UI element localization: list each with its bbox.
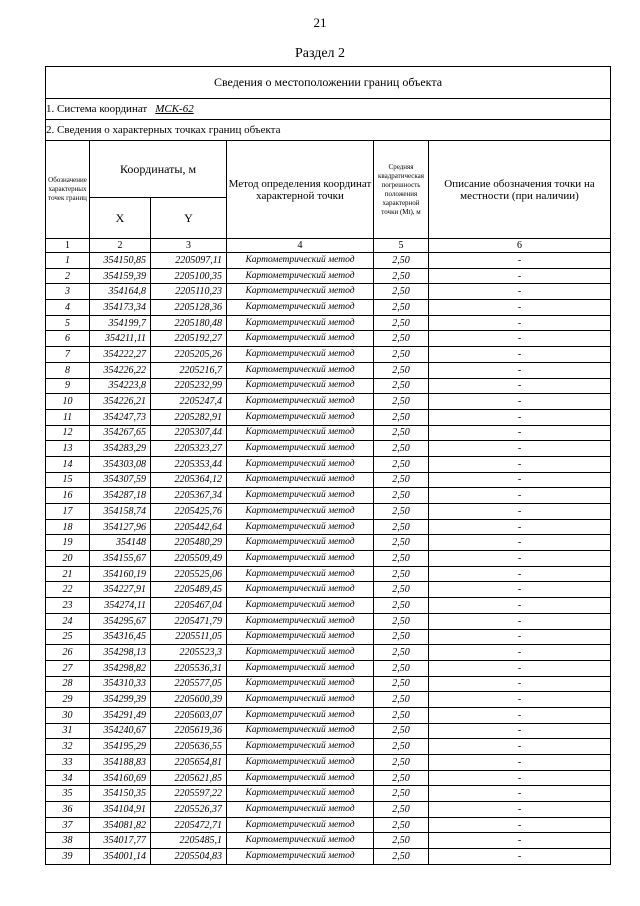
description-cell: -	[429, 660, 611, 676]
point-number: 30	[46, 707, 90, 723]
column-number: 5	[374, 239, 429, 253]
coord-x: 354303,08	[90, 456, 151, 472]
boundary-points-table	[45, 66, 611, 865]
accuracy-cell: 2,50	[374, 409, 429, 425]
description-cell: -	[429, 786, 611, 802]
table-row	[46, 833, 611, 849]
method-cell: Картометрический метод	[227, 755, 374, 771]
accuracy-cell: 2,50	[374, 833, 429, 849]
point-number: 18	[46, 519, 90, 535]
coord-y: 2205216,7	[151, 362, 227, 378]
point-number: 9	[46, 378, 90, 394]
method-cell: Картометрический метод	[227, 472, 374, 488]
method-cell: Картометрический метод	[227, 504, 374, 520]
table-row	[46, 331, 611, 347]
method-cell: Картометрический метод	[227, 551, 374, 567]
page-number: 21	[313, 15, 327, 30]
coord-y: 2205600,39	[151, 692, 227, 708]
accuracy-cell: 2,50	[374, 613, 429, 629]
coord-x: 354287,18	[90, 488, 151, 504]
accuracy-cell: 2,50	[374, 551, 429, 567]
method-cell: Картометрический метод	[227, 739, 374, 755]
point-number: 33	[46, 755, 90, 771]
method-cell: Картометрический метод	[227, 645, 374, 661]
description-cell: -	[429, 409, 611, 425]
accuracy-cell: 2,50	[374, 268, 429, 284]
table-row	[46, 692, 611, 708]
coord-y: 2205097,11	[151, 253, 227, 269]
table-row	[46, 566, 611, 582]
method-cell: Картометрический метод	[227, 660, 374, 676]
table-row	[46, 284, 611, 300]
method-cell: Картометрический метод	[227, 284, 374, 300]
coord-y: 2205307,44	[151, 425, 227, 441]
accuracy-cell: 2,50	[374, 378, 429, 394]
description-cell: -	[429, 441, 611, 457]
point-number: 11	[46, 409, 90, 425]
point-number: 26	[46, 645, 90, 661]
coord-y: 2205282,91	[151, 409, 227, 425]
header-description: Описание обозначения точки на местности (при наличии)	[429, 141, 611, 239]
coord-x: 354223,8	[90, 378, 151, 394]
coord-x: 354310,33	[90, 676, 151, 692]
point-number: 1	[46, 253, 90, 269]
method-cell: Картометрический метод	[227, 331, 374, 347]
method-cell: Картометрический метод	[227, 676, 374, 692]
method-cell: Картометрический метод	[227, 566, 374, 582]
table-row	[46, 425, 611, 441]
point-number: 13	[46, 441, 90, 457]
description-cell: -	[429, 362, 611, 378]
coord-x: 354283,29	[90, 441, 151, 457]
method-cell: Картометрический метод	[227, 535, 374, 551]
coord-x: 354307,59	[90, 472, 151, 488]
accuracy-cell: 2,50	[374, 284, 429, 300]
description-cell: -	[429, 488, 611, 504]
coord-y: 2205603,07	[151, 707, 227, 723]
point-number: 39	[46, 849, 90, 865]
point-number: 10	[46, 394, 90, 410]
accuracy-cell: 2,50	[374, 676, 429, 692]
description-cell: -	[429, 629, 611, 645]
accuracy-cell: 2,50	[374, 441, 429, 457]
crs-label: 1. Система координат	[46, 103, 148, 115]
table-row	[46, 849, 611, 865]
coord-x: 354274,11	[90, 598, 151, 614]
point-number: 8	[46, 362, 90, 378]
method-cell: Картометрический метод	[227, 770, 374, 786]
method-cell: Картометрический метод	[227, 488, 374, 504]
method-cell: Картометрический метод	[227, 347, 374, 363]
description-cell: -	[429, 315, 611, 331]
accuracy-cell: 2,50	[374, 598, 429, 614]
point-number: 27	[46, 660, 90, 676]
description-cell: -	[429, 347, 611, 363]
table-row	[46, 582, 611, 598]
method-cell: Картометрический метод	[227, 707, 374, 723]
coord-y: 2205367,34	[151, 488, 227, 504]
coord-y: 2205619,36	[151, 723, 227, 739]
point-number: 19	[46, 535, 90, 551]
table-title: Сведения о местоположении границ объекта	[46, 67, 611, 99]
coord-x: 354173,34	[90, 300, 151, 316]
coord-x: 354240,67	[90, 723, 151, 739]
method-cell: Картометрический метод	[227, 268, 374, 284]
accuracy-cell: 2,50	[374, 362, 429, 378]
column-number: 2	[90, 239, 151, 253]
table-row	[46, 770, 611, 786]
coord-y: 2205621,85	[151, 770, 227, 786]
description-cell: -	[429, 566, 611, 582]
coord-x: 354226,22	[90, 362, 151, 378]
coord-y: 2205472,71	[151, 817, 227, 833]
method-cell: Картометрический метод	[227, 582, 374, 598]
point-number: 25	[46, 629, 90, 645]
table-row	[46, 676, 611, 692]
accuracy-cell: 2,50	[374, 849, 429, 865]
header-point-designation: Обозначение характерных точек границ	[46, 141, 90, 239]
accuracy-cell: 2,50	[374, 425, 429, 441]
coord-x: 354081,82	[90, 817, 151, 833]
coord-y: 2205205,26	[151, 347, 227, 363]
accuracy-cell: 2,50	[374, 645, 429, 661]
table-row	[46, 253, 611, 269]
crs-value: МСК-62	[155, 103, 194, 115]
method-cell: Картометрический метод	[227, 394, 374, 410]
method-cell: Картометрический метод	[227, 378, 374, 394]
description-cell: -	[429, 394, 611, 410]
coord-x: 354160,19	[90, 566, 151, 582]
method-cell: Картометрический метод	[227, 802, 374, 818]
accuracy-cell: 2,50	[374, 786, 429, 802]
coord-y: 2205577,05	[151, 676, 227, 692]
method-cell: Картометрический метод	[227, 849, 374, 865]
point-number: 3	[46, 284, 90, 300]
description-cell: -	[429, 770, 611, 786]
description-cell: -	[429, 692, 611, 708]
coord-y: 2205523,3	[151, 645, 227, 661]
description-cell: -	[429, 849, 611, 865]
coord-y: 2205192,27	[151, 331, 227, 347]
coord-x: 354299,39	[90, 692, 151, 708]
coord-y: 2205232,99	[151, 378, 227, 394]
point-number: 6	[46, 331, 90, 347]
header-coordinates: Координаты, м	[90, 141, 227, 198]
coord-y: 2205485,1	[151, 833, 227, 849]
description-cell: -	[429, 582, 611, 598]
accuracy-cell: 2,50	[374, 535, 429, 551]
table-row	[46, 441, 611, 457]
table-row	[46, 786, 611, 802]
method-cell: Картометрический метод	[227, 723, 374, 739]
column-number: 1	[46, 239, 90, 253]
table-row	[46, 268, 611, 284]
table-row	[46, 488, 611, 504]
header-accuracy: Средняя квадратическая погрешность положения характерной точки (Mt), м	[374, 141, 429, 239]
coord-x: 354164,8	[90, 284, 151, 300]
coord-y: 2205536,31	[151, 660, 227, 676]
point-number: 14	[46, 456, 90, 472]
point-number: 31	[46, 723, 90, 739]
description-cell: -	[429, 456, 611, 472]
point-number: 2	[46, 268, 90, 284]
point-number: 24	[46, 613, 90, 629]
table-row	[46, 378, 611, 394]
point-number: 32	[46, 739, 90, 755]
method-cell: Картометрический метод	[227, 425, 374, 441]
method-cell: Картометрический метод	[227, 629, 374, 645]
point-number: 35	[46, 786, 90, 802]
point-number: 37	[46, 817, 90, 833]
column-number: 4	[227, 239, 374, 253]
description-cell: -	[429, 425, 611, 441]
point-number: 15	[46, 472, 90, 488]
point-number: 7	[46, 347, 90, 363]
table-row	[46, 409, 611, 425]
coord-y: 2205525,06	[151, 566, 227, 582]
accuracy-cell: 2,50	[374, 488, 429, 504]
coord-y: 2205509,49	[151, 551, 227, 567]
method-cell: Картометрический метод	[227, 300, 374, 316]
accuracy-cell: 2,50	[374, 802, 429, 818]
coord-x: 354155,67	[90, 551, 151, 567]
accuracy-cell: 2,50	[374, 582, 429, 598]
table-row	[46, 456, 611, 472]
table-row	[46, 629, 611, 645]
accuracy-cell: 2,50	[374, 519, 429, 535]
table-row	[46, 504, 611, 520]
points-caption: 2. Сведения о характерных точках границ объекта	[46, 120, 611, 141]
coord-y: 2205247,4	[151, 394, 227, 410]
description-cell: -	[429, 551, 611, 567]
coord-x: 354017,77	[90, 833, 151, 849]
crs-row	[46, 99, 611, 120]
coord-y: 2205511,05	[151, 629, 227, 645]
header-y: Y	[151, 198, 227, 239]
description-cell: -	[429, 519, 611, 535]
point-number: 5	[46, 315, 90, 331]
table-row	[46, 613, 611, 629]
coord-x: 354158,74	[90, 504, 151, 520]
coord-x: 354195,29	[90, 739, 151, 755]
point-number: 36	[46, 802, 90, 818]
description-cell: -	[429, 817, 611, 833]
section-title: Раздел 2	[294, 46, 346, 61]
description-cell: -	[429, 707, 611, 723]
description-cell: -	[429, 284, 611, 300]
point-number: 38	[46, 833, 90, 849]
accuracy-cell: 2,50	[374, 739, 429, 755]
point-number: 12	[46, 425, 90, 441]
point-number: 21	[46, 566, 90, 582]
coord-x: 354298,13	[90, 645, 151, 661]
coord-x: 354267,65	[90, 425, 151, 441]
coord-y: 2205323,27	[151, 441, 227, 457]
table-row	[46, 535, 611, 551]
coord-x: 354104,91	[90, 802, 151, 818]
description-cell: -	[429, 833, 611, 849]
coord-x: 354298,82	[90, 660, 151, 676]
coord-x: 354150,85	[90, 253, 151, 269]
method-cell: Картометрический метод	[227, 613, 374, 629]
table-row	[46, 755, 611, 771]
table-row	[46, 394, 611, 410]
accuracy-cell: 2,50	[374, 394, 429, 410]
table-row	[46, 598, 611, 614]
method-cell: Картометрический метод	[227, 519, 374, 535]
coord-y: 2205480,29	[151, 535, 227, 551]
coord-x: 354226,21	[90, 394, 151, 410]
method-cell: Картометрический метод	[227, 598, 374, 614]
coord-y: 2205180,48	[151, 315, 227, 331]
point-number: 16	[46, 488, 90, 504]
coord-y: 2205471,79	[151, 613, 227, 629]
point-number: 29	[46, 692, 90, 708]
accuracy-cell: 2,50	[374, 692, 429, 708]
coord-x: 354127,96	[90, 519, 151, 535]
table-row	[46, 347, 611, 363]
description-cell: -	[429, 472, 611, 488]
accuracy-cell: 2,50	[374, 770, 429, 786]
accuracy-cell: 2,50	[374, 331, 429, 347]
coord-x: 354227,91	[90, 582, 151, 598]
description-cell: -	[429, 504, 611, 520]
description-cell: -	[429, 378, 611, 394]
coord-y: 2205364,12	[151, 472, 227, 488]
table-row	[46, 817, 611, 833]
accuracy-cell: 2,50	[374, 707, 429, 723]
accuracy-cell: 2,50	[374, 253, 429, 269]
method-cell: Картометрический метод	[227, 692, 374, 708]
method-cell: Картометрический метод	[227, 456, 374, 472]
table-row	[46, 300, 611, 316]
coord-x: 354159,39	[90, 268, 151, 284]
description-cell: -	[429, 739, 611, 755]
point-number: 23	[46, 598, 90, 614]
description-cell: -	[429, 645, 611, 661]
coord-x: 354211,11	[90, 331, 151, 347]
description-cell: -	[429, 268, 611, 284]
point-number: 22	[46, 582, 90, 598]
table-row	[46, 472, 611, 488]
accuracy-cell: 2,50	[374, 456, 429, 472]
coord-y: 2205353,44	[151, 456, 227, 472]
coord-y: 2205467,04	[151, 598, 227, 614]
table-row	[46, 551, 611, 567]
column-numbers-row	[46, 239, 611, 253]
coord-y: 2205526,37	[151, 802, 227, 818]
description-cell: -	[429, 535, 611, 551]
accuracy-cell: 2,50	[374, 660, 429, 676]
coord-y: 2205110,23	[151, 284, 227, 300]
coord-x: 354150,35	[90, 786, 151, 802]
coord-y: 2205597,22	[151, 786, 227, 802]
description-cell: -	[429, 755, 611, 771]
method-cell: Картометрический метод	[227, 833, 374, 849]
coord-y: 2205489,45	[151, 582, 227, 598]
coord-x: 354247,73	[90, 409, 151, 425]
coord-x: 354148	[90, 535, 151, 551]
description-cell: -	[429, 331, 611, 347]
accuracy-cell: 2,50	[374, 472, 429, 488]
header-method: Метод определения координат характерной точки	[227, 141, 374, 239]
coord-x: 354291,49	[90, 707, 151, 723]
accuracy-cell: 2,50	[374, 504, 429, 520]
accuracy-cell: 2,50	[374, 629, 429, 645]
point-number: 4	[46, 300, 90, 316]
coord-y: 2205636,55	[151, 739, 227, 755]
point-number: 34	[46, 770, 90, 786]
accuracy-cell: 2,50	[374, 755, 429, 771]
table-row	[46, 723, 611, 739]
column-number: 3	[151, 239, 227, 253]
table-row	[46, 519, 611, 535]
point-number: 17	[46, 504, 90, 520]
accuracy-cell: 2,50	[374, 300, 429, 316]
table-row	[46, 362, 611, 378]
method-cell: Картометрический метод	[227, 253, 374, 269]
column-number: 6	[429, 239, 611, 253]
table-row	[46, 707, 611, 723]
coord-x: 354222,27	[90, 347, 151, 363]
coord-y: 2205425,76	[151, 504, 227, 520]
method-cell: Картометрический метод	[227, 315, 374, 331]
accuracy-cell: 2,50	[374, 315, 429, 331]
description-cell: -	[429, 300, 611, 316]
header-x: X	[90, 198, 151, 239]
accuracy-cell: 2,50	[374, 723, 429, 739]
description-cell: -	[429, 723, 611, 739]
coord-x: 354001,14	[90, 849, 151, 865]
table-row	[46, 802, 611, 818]
description-cell: -	[429, 598, 611, 614]
coord-x: 354295,67	[90, 613, 151, 629]
method-cell: Картометрический метод	[227, 409, 374, 425]
coord-y: 2205504,83	[151, 849, 227, 865]
coord-y: 2205442,64	[151, 519, 227, 535]
coord-y: 2205100,35	[151, 268, 227, 284]
point-number: 28	[46, 676, 90, 692]
coord-x: 354188,83	[90, 755, 151, 771]
description-cell: -	[429, 802, 611, 818]
coord-y: 2205654,81	[151, 755, 227, 771]
description-cell: -	[429, 613, 611, 629]
accuracy-cell: 2,50	[374, 347, 429, 363]
table-row	[46, 315, 611, 331]
coord-y: 2205128,36	[151, 300, 227, 316]
method-cell: Картометрический метод	[227, 441, 374, 457]
table-row	[46, 660, 611, 676]
point-number: 20	[46, 551, 90, 567]
coord-x: 354316,45	[90, 629, 151, 645]
method-cell: Картометрический метод	[227, 362, 374, 378]
coord-x: 354160,69	[90, 770, 151, 786]
coord-x: 354199,7	[90, 315, 151, 331]
table-row	[46, 645, 611, 661]
description-cell: -	[429, 676, 611, 692]
table-row	[46, 739, 611, 755]
method-cell: Картометрический метод	[227, 817, 374, 833]
accuracy-cell: 2,50	[374, 566, 429, 582]
accuracy-cell: 2,50	[374, 817, 429, 833]
method-cell: Картометрический метод	[227, 786, 374, 802]
description-cell: -	[429, 253, 611, 269]
